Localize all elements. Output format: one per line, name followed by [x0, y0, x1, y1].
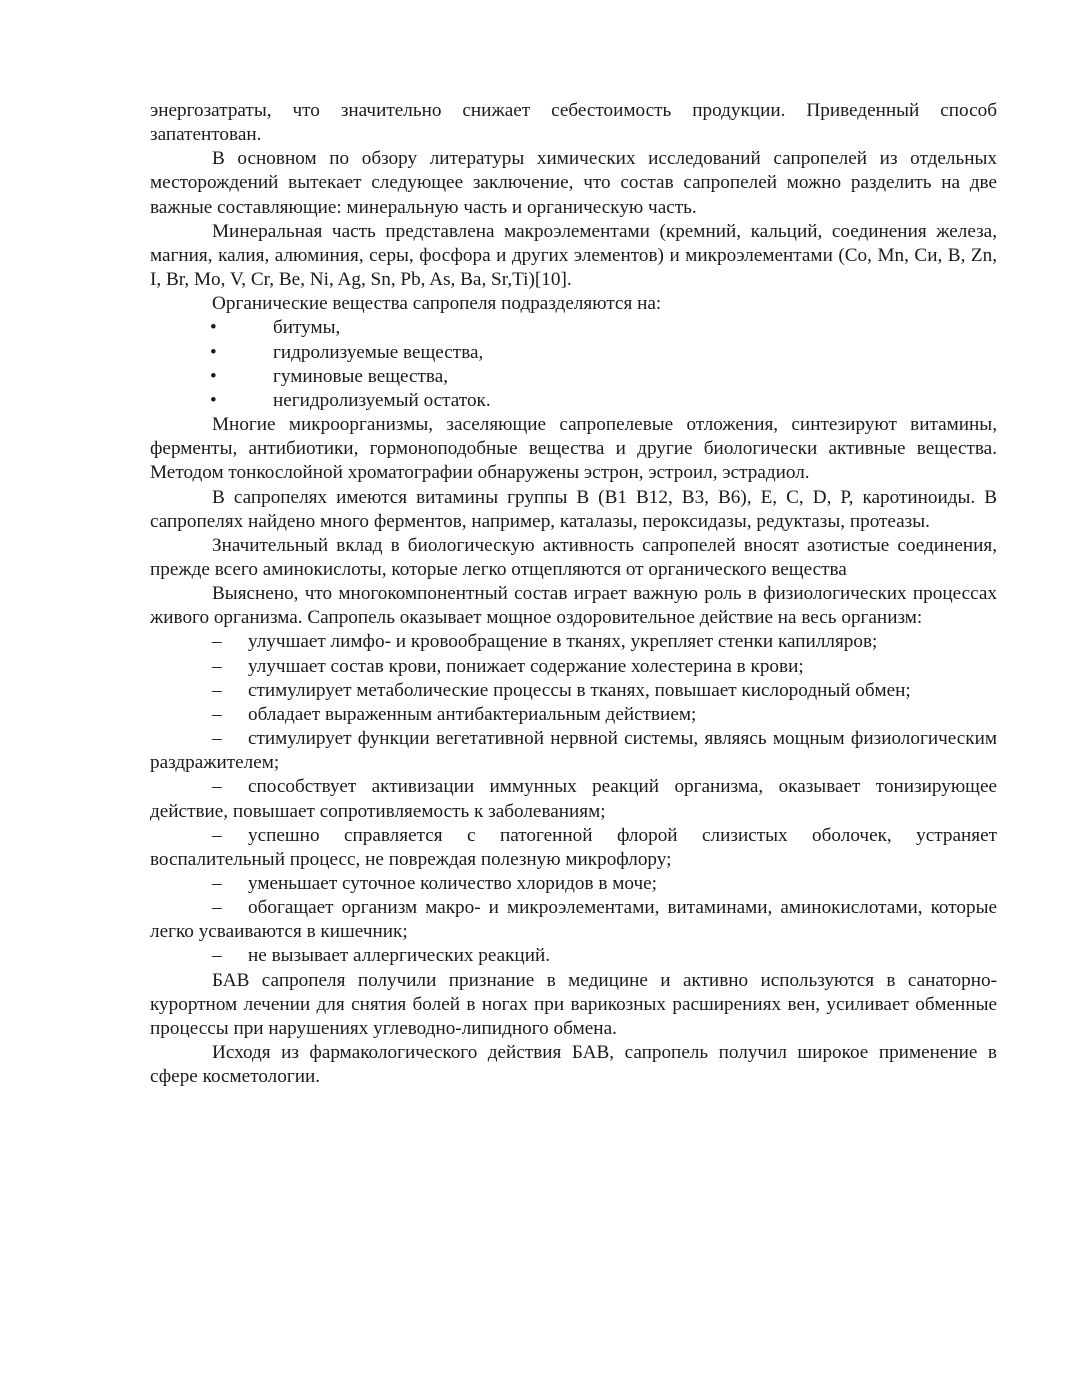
document-page [150, 99, 997, 1089]
list-item [150, 775, 997, 823]
paragraph-effects-intro: Выяснено, что многокомпонентный состав играет важную роль в физиологических процессах живого организма. Сапропель оказывает мощное оздоровительное действие на весь организм: [150, 583, 997, 629]
list-item-text: битумы, [273, 317, 341, 339]
dash-mark: – [212, 897, 222, 919]
dash-mark: – [212, 728, 222, 750]
list-item [150, 872, 997, 896]
list-item-text: обладает выраженным антибактериальным действием; [248, 703, 697, 725]
list-item [150, 630, 997, 654]
list-item-text: способствует активизации иммунных реакций организма, оказывает тонизирующее действие, повышает сопротивляемость к заболеваниям; [150, 776, 997, 822]
list-item-text: не вызывает аллергических реакций. [248, 945, 551, 967]
list-item [150, 824, 997, 872]
list-item [150, 679, 997, 703]
dash-mark: – [212, 631, 222, 653]
dash-mark: – [212, 776, 222, 798]
paragraph-nitrogen-compounds: Значительный вклад в биологическую активность сапропелей вносят азотистые соединения, прежде всего аминокислоты, которые легко отщепляются от органического вещества [150, 534, 997, 580]
bullet-mark: • [210, 341, 217, 363]
list-item-text: улучшает состав крови, понижает содержание холестерина в крови; [248, 655, 804, 677]
paragraph-bav-medicine: БАВ сапропеля получили признание в медицине и активно используются в санаторно-курортном лечении для снятия болей в ногах при варикозных расширениях вен, усиливает обменные процессы при нарушениях углеводно-липидного обмена. [150, 969, 997, 1039]
paragraph-cosmetology: Исходя из фармакологического действия БАВ, сапропель получил широкое применение в сфере косметологии. [150, 1042, 997, 1088]
dash-mark: – [212, 824, 222, 846]
list-item [150, 896, 997, 944]
dash-mark: – [212, 873, 222, 894]
list-item [150, 727, 997, 775]
bullet-mark: • [210, 389, 217, 411]
bullet-mark: • [210, 365, 217, 387]
list-item [150, 655, 997, 679]
paragraph-intro-continuation: энергозатраты, что значительно снижает себестоимость продукции. Приведенный способ запатентован. [150, 100, 997, 146]
health-effects-list [150, 630, 997, 968]
dash-mark: – [212, 945, 222, 967]
list-item [150, 389, 997, 413]
paragraph-vitamins: В сапропелях имеются витамины группы В (В1 В12, В3, В6), Е, С, D, Р, каротиноиды. В сапропелях найдено много ферментов, например, каталазы, пероксидазы, редуктазы, протеазы. [150, 486, 997, 532]
list-item-text: гидролизуемые вещества, [273, 341, 484, 363]
list-item [150, 316, 997, 340]
list-item-text: стимулирует метаболические процессы в тканях, повышает кислородный обмен; [248, 679, 911, 701]
paragraph-mineral-part: Минеральная часть представлена макроэлементами (кремний, кальций, соединения железа, магния, калия, алюминия, серы, фосфора и других элементов) и микроэлементами (Co, Mn, Cи, B, Zn, I, Br, Mo, V, Cr, Be, Ni, Ag, Sn, Pb, As, Ba, Sr,Ti)[10]. [150, 220, 997, 291]
organic-substances-list [150, 316, 997, 413]
paragraph-organic-intro: Органические вещества сапропеля подразделяются на: [212, 293, 662, 315]
list-item-text: негидролизуемый остаток. [273, 389, 491, 411]
list-item-text: успешно справляется с патогенной флорой слизистых оболочек, устраняет воспалительный процесс, не повреждая полезную микрофлору; [150, 824, 997, 870]
list-item-text: стимулирует функции вегетативной нервной системы, являясь мощным физиологическим раздражителем; [150, 728, 997, 774]
list-item-text: уменьшает суточное количество хлоридов в моче; [248, 873, 657, 894]
list-item-text: обогащает организм макро- и микроэлементами, витаминами, аминокислотами, которые легко усваиваются в кишечник; [150, 897, 997, 943]
list-item [150, 365, 997, 389]
list-item-text: улучшает лимфо- и кровообращение в тканях, укрепляет стенки капилляров; [248, 631, 878, 653]
paragraph-conclusion: В основном по обзору литературы химических исследований сапропелей из отдельных месторождений вытекает следующее заключение, что состав сапропелей можно разделить на две важные составляющие: минеральную часть и органическую часть. [150, 148, 997, 218]
list-item-text: гуминовые вещества, [273, 365, 449, 387]
bullet-mark: • [210, 317, 217, 339]
dash-mark: – [212, 655, 222, 677]
list-item [150, 703, 997, 727]
list-item [150, 341, 997, 365]
dash-mark: – [212, 679, 222, 701]
list-item [150, 944, 997, 968]
paragraph-microorganisms: Многие микроорганизмы, заселяющие сапропелевые отложения, синтезируют витамины, ферменты, антибиотики, гормоноподобные вещества и другие биологически активные вещества. Методом тонкослойной хроматографии обнаружены эстрон, эстроил, эстрадиол. [150, 414, 997, 484]
dash-mark: – [212, 703, 222, 725]
